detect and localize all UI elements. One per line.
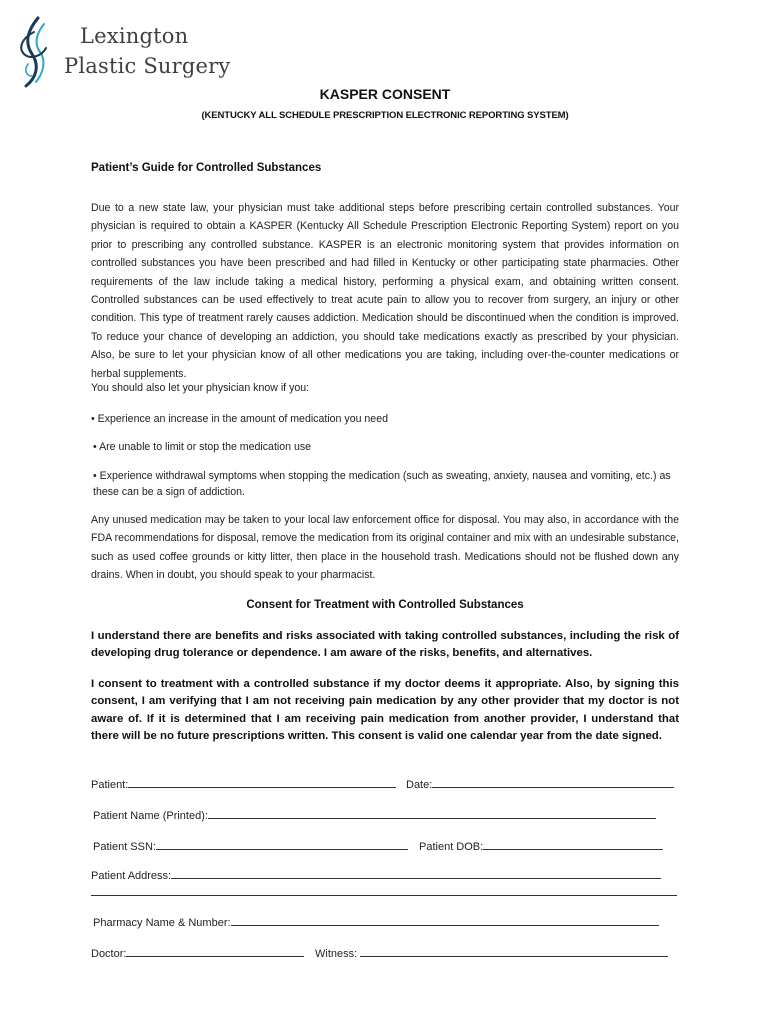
patient-signature-field[interactable] [91, 776, 396, 791]
consent-agreement-paragraph: I consent to treatment with a controlled substance if my doctor deems it appropriate. Also, by signing this consent, I am verifying that I am not receiving pain medication by any other provider that my doctor is not aware of. If it is determined that I am receiving pain medication from another provider, I understand that there will be no future prescriptions written. This consent is valid one calendar year from the date signed. [91, 678, 679, 743]
document-subtitle: (KENTUCKY ALL SCHEDULE PRESCRIPTION ELECTRONIC REPORTING SYSTEM) [201, 110, 569, 121]
patient-dob-field[interactable] [419, 838, 663, 853]
bullet-item: • Experience an increase in the amount of medication you need [91, 413, 388, 425]
patient-name-label: Patient Name (Printed): [93, 810, 208, 822]
bullet-item: • Are unable to limit or stop the medication use [93, 441, 312, 453]
consent-risks-paragraph: I understand there are benefits and risks associated with taking controlled substances, including the risk of developing drug tolerance or dependence. I am aware of the risks, benefits, and alternatives. [91, 630, 679, 660]
doctor-label: Doctor: [91, 948, 127, 960]
practice-logo [14, 14, 231, 88]
patient-address-line[interactable] [171, 867, 661, 879]
pharmacy-field[interactable] [93, 914, 659, 929]
patient-signature-line[interactable] [128, 776, 396, 788]
logo-text-lexington: Lexington [80, 24, 189, 48]
pharmacy-line[interactable] [231, 914, 659, 926]
patient-address-second-line[interactable] [91, 884, 677, 899]
patient-label: Patient: [91, 779, 129, 791]
guide-heading: Patient’s Guide for Controlled Substances [91, 162, 322, 174]
guide-intro-paragraph: Due to a new state law, your physician must take additional steps before prescribing certain controlled substances. Your physician is required to obtain a KASPER (Kentucky All Schedule Prescription Electronic Reporting System) report on you prior to prescribing any controlled substance. KASPER is an electronic monitoring system that provides information on controlled substances you have been prescribed and had filled in Kentucky or other participating state pharmacies. Other requirements of the law include taking a medical history, performing a physical exam, and obtaining written consent. Controlled substances can be used effectively to treat acute pain to allow you to recover from surgery, an injury or other condition. This type of treatment rarely causes addiction. Medication should be discontinued when the condition is improved. To reduce your chance of developing an addiction, you should take medications exactly as prescribed by your physician. Also, be sure to let your physician know of all other medications you are taking, including over-the-counter medications or herbal supplements. [91, 202, 679, 380]
doctor-line[interactable] [126, 945, 304, 957]
date-line[interactable] [432, 776, 674, 788]
witness-field[interactable] [315, 945, 668, 960]
patient-ssn-label: Patient SSN: [93, 841, 156, 853]
patient-name-field[interactable] [93, 807, 656, 822]
patient-ssn-field[interactable] [93, 838, 408, 853]
witness-label: Witness: [315, 948, 358, 960]
patient-address-line-2[interactable] [91, 884, 677, 896]
pharmacy-label: Pharmacy Name & Number: [93, 917, 231, 929]
bullet-item: • Experience withdrawal symptoms when stopping the medication (such as sweating, anxiety, nausea and vomiting, etc.) as these can be a sign of addiction. [93, 470, 671, 498]
date-field[interactable] [406, 776, 674, 791]
logo-text-plastic-surgery: Plastic Surgery [64, 54, 231, 78]
patient-address-field[interactable] [91, 867, 661, 882]
patient-name-line[interactable] [208, 807, 656, 819]
disposal-paragraph: Any unused medication may be taken to your local law enforcement office for disposal. You may also, in accordance with the FDA recommendations for disposal, remove the medication from its original container and mix with an undesirable substance, such as used coffee grounds or kitty litter, then place in the household trash. Medications should not be flushed down any drains. When in doubt, you should speak to your pharmacist. [91, 514, 679, 582]
doctor-field[interactable] [91, 945, 304, 960]
patient-dob-line[interactable] [483, 838, 663, 850]
witness-line[interactable] [360, 945, 668, 957]
patient-ssn-line[interactable] [156, 838, 408, 850]
patient-dob-label: Patient DOB: [419, 841, 484, 853]
date-label: Date: [406, 779, 433, 791]
consent-heading: Consent for Treatment with Controlled Substances [246, 599, 524, 611]
patient-address-label: Patient Address: [91, 870, 172, 882]
document-title: KASPER CONSENT [319, 86, 451, 102]
lexington-swirl-logo-icon [14, 14, 60, 88]
guide-ask-line: You should also let your physician know if you: [91, 382, 310, 394]
